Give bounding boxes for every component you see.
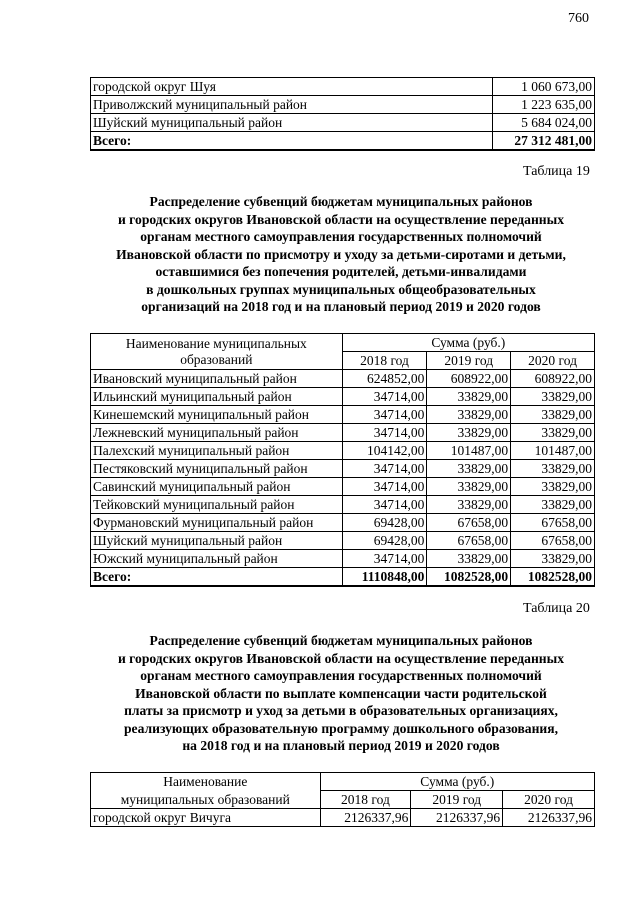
header-year: 2020 год xyxy=(503,791,595,809)
amount-cell: 33829,00 xyxy=(511,478,595,496)
amount-cell: 34714,00 xyxy=(342,496,427,514)
table-row xyxy=(91,532,595,550)
amount-cell: 608922,00 xyxy=(511,370,595,388)
amount-cell: 1 223 635,00 xyxy=(493,96,595,114)
title-line: и городских округов Ивановской области на осуществление переданных xyxy=(117,211,565,227)
amount-cell: 69428,00 xyxy=(342,532,427,550)
amount-cell: 2126337,96 xyxy=(320,809,411,827)
table-row xyxy=(91,96,595,114)
table20-caption: Таблица 20 xyxy=(523,601,590,616)
total-amount: 1082528,00 xyxy=(511,568,595,587)
total-label: Всего: xyxy=(91,132,493,151)
title-line: на 2018 год и на плановый период 2019 и 2020 годов xyxy=(182,738,500,753)
header-name-col-line1: Наименование xyxy=(91,773,321,791)
amount-cell: 67658,00 xyxy=(427,514,511,532)
header-row xyxy=(91,773,595,791)
total-amount: 1082528,00 xyxy=(427,568,511,587)
table19-caption: Таблица 19 xyxy=(523,164,590,179)
region-name: Шуйский муниципальный район xyxy=(91,532,343,550)
amount-cell: 67658,00 xyxy=(427,532,511,550)
amount-cell: 104142,00 xyxy=(342,442,427,460)
title-line: реализующих образовательную программу дошкольного образования, xyxy=(123,720,559,736)
header-row xyxy=(91,334,595,352)
amount-cell: 67658,00 xyxy=(511,532,595,550)
table-row xyxy=(91,406,595,424)
total-label: Всего: xyxy=(91,568,343,587)
header-year: 2020 год xyxy=(511,352,595,370)
title-line: органам местного самоуправления государственных полномочий xyxy=(140,668,542,683)
region-name: Тейковский муниципальный район xyxy=(91,496,343,514)
amount-cell: 33829,00 xyxy=(511,388,595,406)
continued-table xyxy=(90,77,595,151)
header-years-row xyxy=(91,791,595,809)
amount-cell: 101487,00 xyxy=(427,442,511,460)
amount-cell: 624852,00 xyxy=(342,370,427,388)
header-name-col: Наименование муниципальных образований xyxy=(91,334,343,370)
region-name: Южский муниципальный район xyxy=(91,550,343,568)
region-name: Палехский муниципальный район xyxy=(91,442,343,460)
amount-cell: 5 684 024,00 xyxy=(493,114,595,132)
total-amount: 27 312 481,00 xyxy=(493,132,595,151)
region-name: городской округ Вичуга xyxy=(91,809,321,827)
amount-cell: 33829,00 xyxy=(511,550,595,568)
table-row xyxy=(91,78,595,96)
amount-cell: 33829,00 xyxy=(511,460,595,478)
region-name: Кинешемский муниципальный район xyxy=(91,406,343,424)
amount-cell: 34714,00 xyxy=(342,388,427,406)
amount-cell: 2126337,96 xyxy=(503,809,595,827)
amount-cell: 67658,00 xyxy=(511,514,595,532)
amount-cell: 33829,00 xyxy=(427,496,511,514)
table-row xyxy=(91,514,595,532)
region-name: Ивановский муниципальный район xyxy=(91,370,343,388)
table-row xyxy=(91,550,595,568)
table-row xyxy=(91,442,595,460)
table-row xyxy=(91,388,595,406)
region-name: Фурмановский муниципальный район xyxy=(91,514,343,532)
header-year: 2019 год xyxy=(427,352,511,370)
table-row xyxy=(91,114,595,132)
table-row xyxy=(91,478,595,496)
header-year: 2018 год xyxy=(342,352,427,370)
header-name-col-line2: муниципальных образований xyxy=(91,791,321,809)
amount-cell: 33829,00 xyxy=(511,424,595,442)
amount-cell: 34714,00 xyxy=(342,406,427,424)
header-sum-col: Сумма (руб.) xyxy=(342,334,594,352)
region-name: Приволжский муниципальный район xyxy=(91,96,493,114)
amount-cell: 1 060 673,00 xyxy=(493,78,595,96)
table-row xyxy=(91,424,595,442)
amount-cell: 34714,00 xyxy=(342,550,427,568)
amount-cell: 33829,00 xyxy=(427,550,511,568)
amount-cell: 69428,00 xyxy=(342,514,427,532)
region-name: Пестяковский муниципальный район xyxy=(91,460,343,478)
amount-cell: 33829,00 xyxy=(427,478,511,496)
amount-cell: 101487,00 xyxy=(511,442,595,460)
header-year: 2019 год xyxy=(411,791,503,809)
amount-cell: 608922,00 xyxy=(427,370,511,388)
table-row xyxy=(91,460,595,478)
title-line: платы за присмотр и уход за детьми в образовательных организациях, xyxy=(124,703,558,718)
title-line: оставшимися без попечения родителей, детьми-инвалидами xyxy=(155,264,527,279)
region-name: Лежневский муниципальный район xyxy=(91,424,343,442)
amount-cell: 33829,00 xyxy=(427,424,511,442)
amount-cell: 34714,00 xyxy=(342,424,427,442)
amount-cell: 33829,00 xyxy=(511,496,595,514)
amount-cell: 34714,00 xyxy=(342,460,427,478)
table20 xyxy=(90,772,595,827)
title-line: организаций на 2018 год и на плановый период 2019 и 2020 годов xyxy=(141,299,541,314)
title-line: Распределение субвенций бюджетам муниципальных районов xyxy=(149,633,533,648)
total-row xyxy=(91,132,595,151)
header-sum-col: Сумма (руб.) xyxy=(320,773,594,791)
amount-cell: 33829,00 xyxy=(427,406,511,424)
table20-title xyxy=(60,632,622,755)
region-name: Шуйский муниципальный район xyxy=(91,114,493,132)
table19-title xyxy=(60,193,622,316)
title-line: органам местного самоуправления государственных полномочий xyxy=(140,229,542,244)
total-row xyxy=(91,568,595,587)
title-line: Ивановской области по присмотру и уходу за детьми-сиротами и детьми, xyxy=(116,246,566,262)
amount-cell: 34714,00 xyxy=(342,478,427,496)
amount-cell: 33829,00 xyxy=(511,406,595,424)
region-name: городской округ Шуя xyxy=(91,78,493,96)
amount-cell: 33829,00 xyxy=(427,460,511,478)
amount-cell: 33829,00 xyxy=(427,388,511,406)
header-year: 2018 год xyxy=(320,791,411,809)
table-row xyxy=(91,809,595,827)
title-line: Распределение субвенций бюджетам муниципальных районов xyxy=(149,194,533,209)
amount-cell: 2126337,96 xyxy=(411,809,503,827)
region-name: Ильинский муниципальный район xyxy=(91,388,343,406)
table19 xyxy=(90,333,595,587)
table-row xyxy=(91,370,595,388)
title-line: в дошкольных группах муниципальных общеобразовательных xyxy=(146,281,536,297)
title-line: и городских округов Ивановской области на осуществление переданных xyxy=(117,650,565,666)
region-name: Савинский муниципальный район xyxy=(91,478,343,496)
title-line: Ивановской области по выплате компенсации части родительской xyxy=(135,685,547,701)
table-row xyxy=(91,496,595,514)
page-number: 760 xyxy=(568,11,589,26)
total-amount: 1110848,00 xyxy=(342,568,427,587)
